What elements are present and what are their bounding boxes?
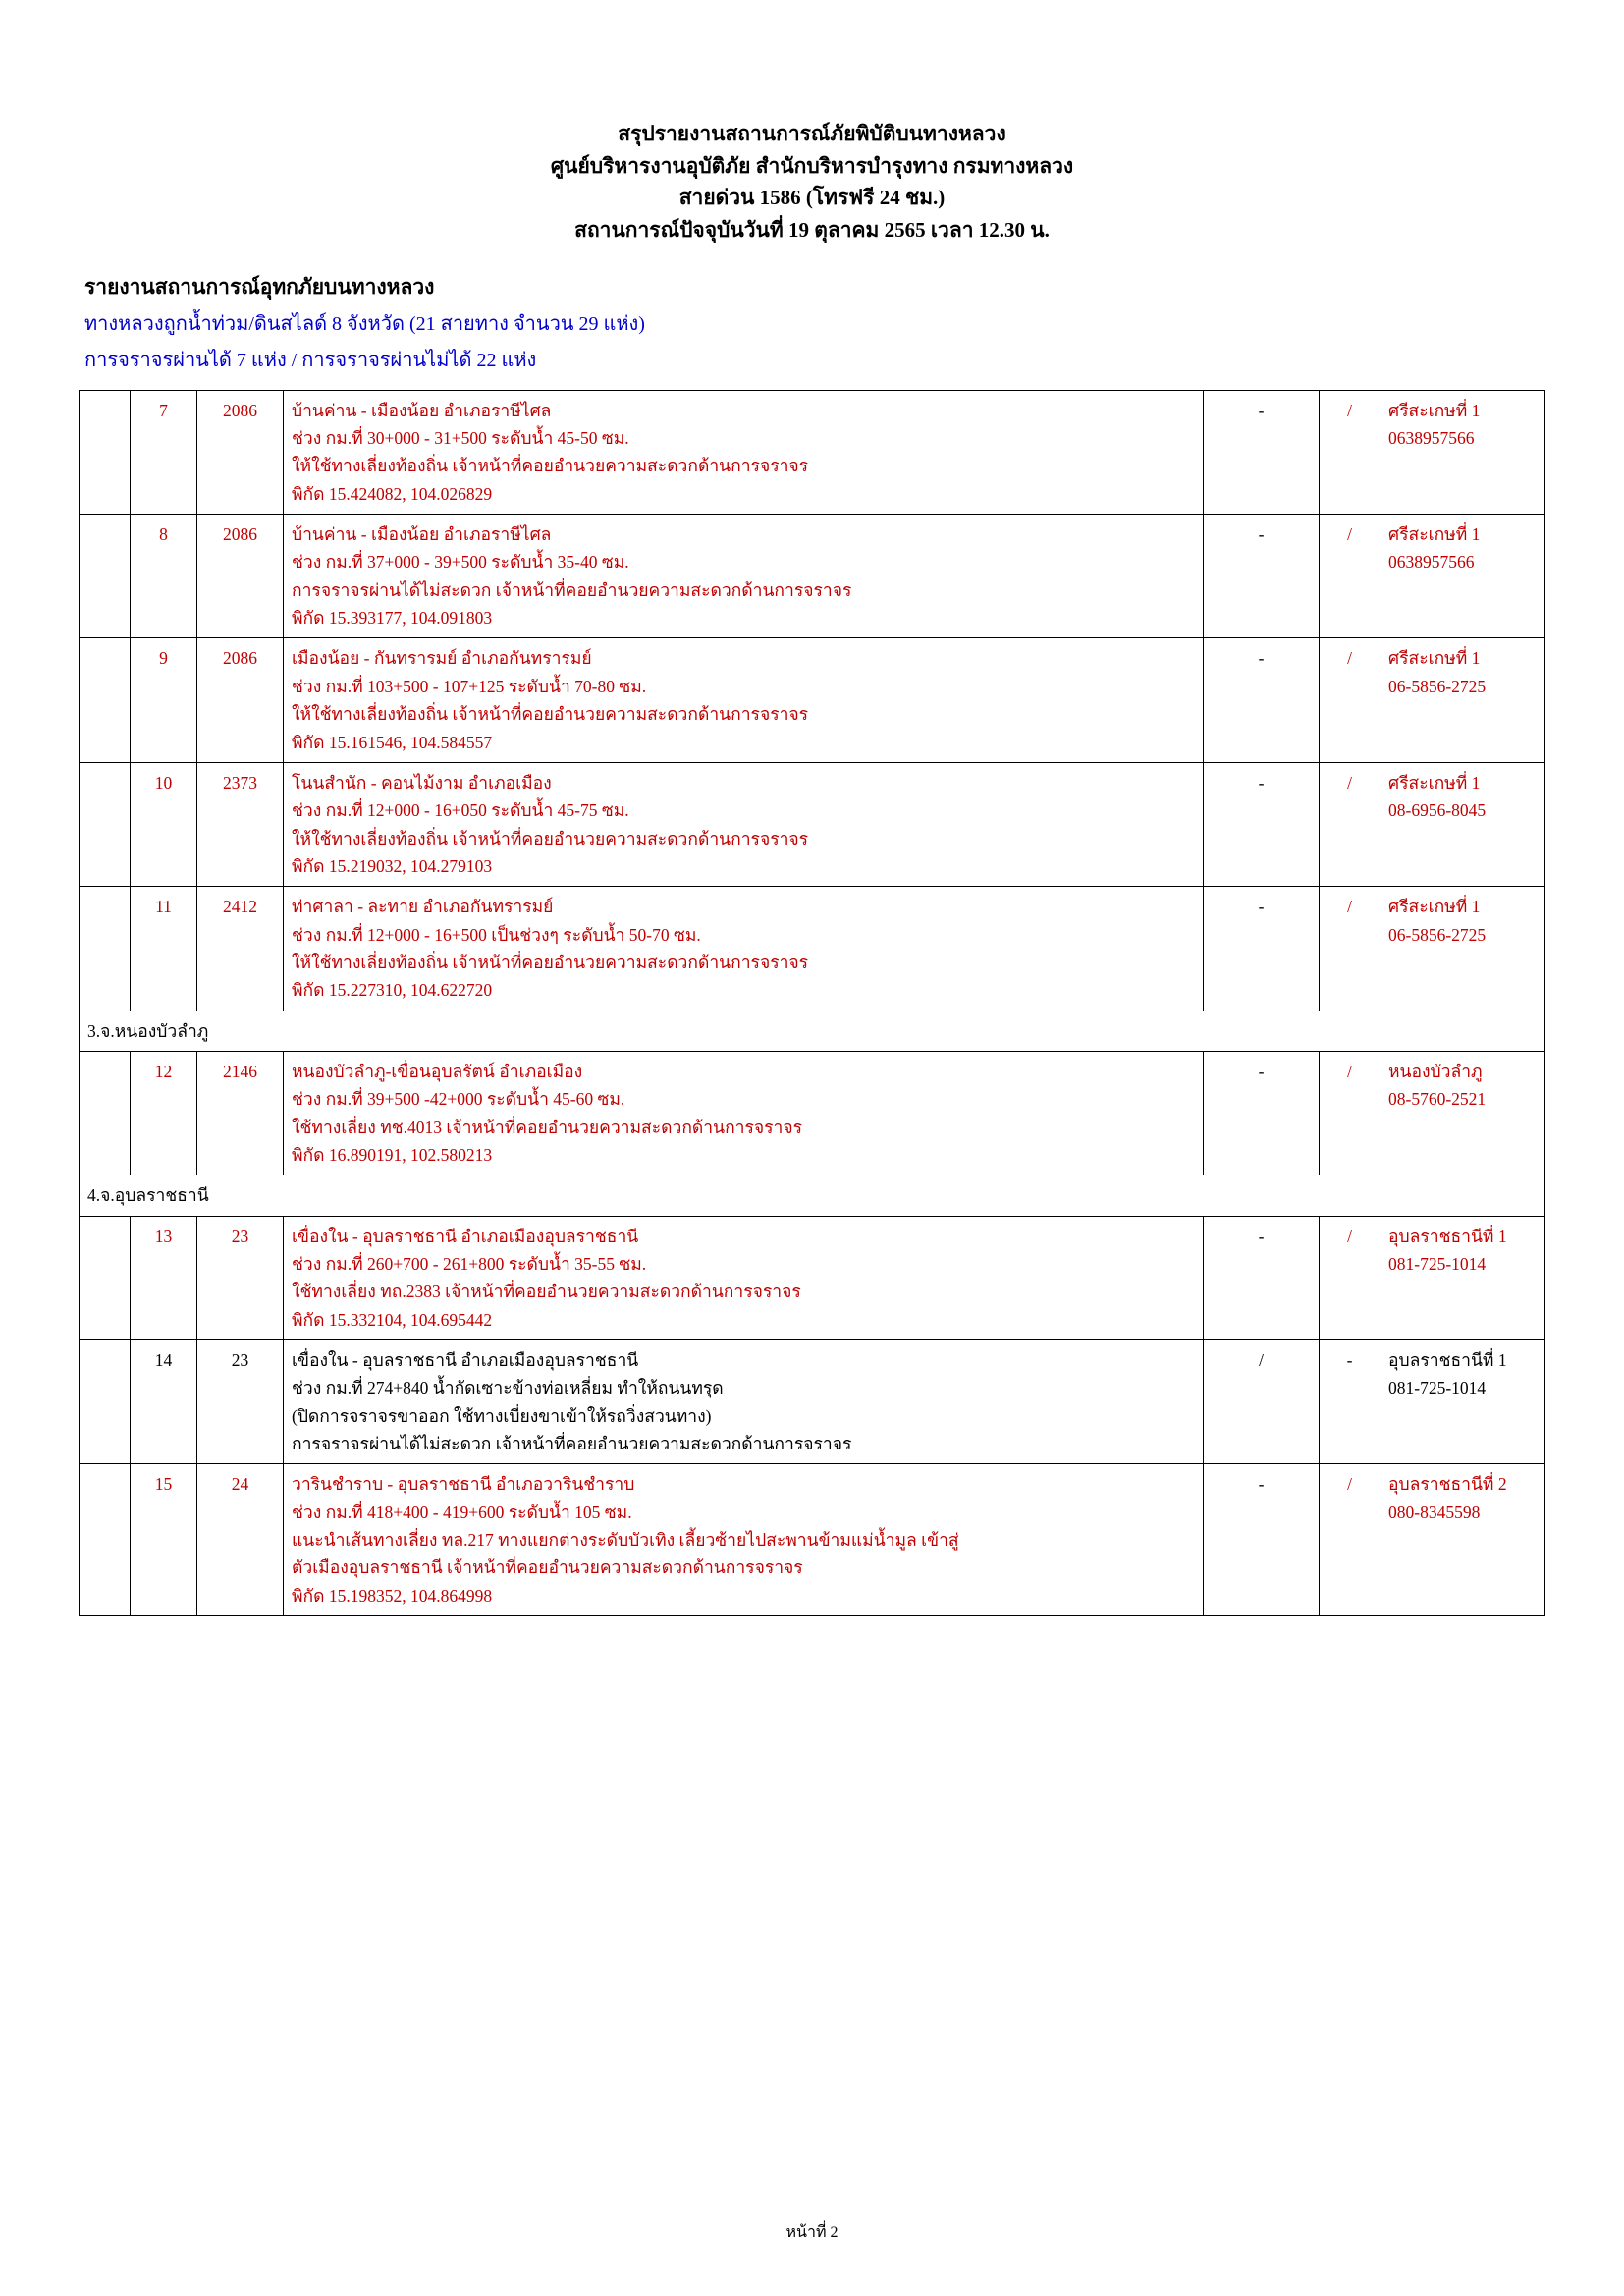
table-row xyxy=(80,887,1545,1011)
detail-line: ให้ใช้ทางเลี่ยงท้องถิ่น เจ้าหน้าที่คอยอำนวยความสะดวกด้านการจราจร xyxy=(292,704,809,725)
cell-province xyxy=(80,1051,131,1175)
province-header-row xyxy=(80,1175,1545,1216)
cell-route-number: 23 xyxy=(197,1216,284,1339)
cell-number: 13 xyxy=(131,1216,197,1339)
contact-line: อุบลราชธานีที่ 1 xyxy=(1388,1350,1507,1371)
contact-line: 0638957566 xyxy=(1388,428,1475,449)
detail-line: พิกัด 16.890191, 102.580213 xyxy=(292,1144,493,1165)
cell-passable: - xyxy=(1204,1464,1320,1616)
cell-contact xyxy=(1380,1216,1545,1339)
report-traffic-summary: การจราจรผ่านได้ 7 แห่ง / การจราจรผ่านไม่ได้ 22 แห่ง xyxy=(84,349,537,371)
table-row xyxy=(80,1216,1545,1339)
table-row xyxy=(80,762,1545,886)
contact-line: ศรีสะเกษที่ 1 xyxy=(1388,897,1481,917)
cell-route-number: 2373 xyxy=(197,762,284,886)
table-row xyxy=(80,515,1545,638)
detail-line: พิกัด 15.227310, 104.622720 xyxy=(292,980,493,1001)
cell-not-passable: / xyxy=(1320,1051,1380,1175)
detail-line: ช่วง กม.ที่ 418+400 - 419+600 ระดับน้ำ 105 ซม. xyxy=(292,1502,632,1522)
cell-province xyxy=(80,1464,131,1616)
contact-line: อุบลราชธานีที่ 2 xyxy=(1388,1474,1507,1495)
cell-contact xyxy=(1380,1464,1545,1616)
cell-detail xyxy=(284,1340,1204,1464)
detail-line: เมืองน้อย - กันทรารมย์ อำเภอกันทรารมย์ xyxy=(292,648,592,669)
cell-contact xyxy=(1380,887,1545,1011)
cell-not-passable: / xyxy=(1320,515,1380,638)
contact-line: ศรีสะเกษที่ 1 xyxy=(1388,524,1481,545)
cell-number: 10 xyxy=(131,762,197,886)
cell-passable: - xyxy=(1204,390,1320,514)
cell-route-number: 23 xyxy=(197,1340,284,1464)
cell-passable: / xyxy=(1204,1340,1320,1464)
cell-contact xyxy=(1380,390,1545,514)
cell-detail xyxy=(284,887,1204,1011)
detail-line: พิกัด 15.424082, 104.026829 xyxy=(292,483,493,504)
contact-line: ศรีสะเกษที่ 1 xyxy=(1388,772,1481,793)
contact-line: 081-725-1014 xyxy=(1388,1378,1487,1398)
detail-line: ช่วง กม.ที่ 30+000 - 31+500 ระดับน้ำ 45-50 ซม. xyxy=(292,428,629,449)
cell-detail xyxy=(284,1051,1204,1175)
cell-number: 7 xyxy=(131,390,197,514)
contact-line: หนองบัวลำภู xyxy=(1388,1061,1483,1081)
province-header-row xyxy=(80,1011,1545,1051)
detail-line: แนะนำเส้นทางเลี่ยง ทล.217 ทางแยกต่างระดับบัวเทิง เลี้ยวซ้ายไปสะพานข้ามแม่น้ำมูล เข้าสู่ xyxy=(292,1530,959,1551)
cell-detail xyxy=(284,1464,1204,1616)
detail-line: การจราจรผ่านได้ไม่สะดวก เจ้าหน้าที่คอยอำนวยความสะดวกด้านการจราจร xyxy=(292,579,852,600)
cell-passable: - xyxy=(1204,515,1320,638)
cell-detail xyxy=(284,638,1204,762)
contact-line: 06-5856-2725 xyxy=(1388,924,1487,945)
cell-contact xyxy=(1380,762,1545,886)
cell-not-passable: / xyxy=(1320,762,1380,886)
detail-line: พิกัด 15.198352, 104.864998 xyxy=(292,1585,493,1606)
contact-line: 08-5760-2521 xyxy=(1388,1089,1487,1110)
detail-line: ท่าศาลา - ละทาย อำเภอกันทรารมย์ xyxy=(292,897,554,917)
detail-line: (ปิดการจราจรขาออก ใช้ทางเบี่ยงขาเข้าให้รถวิ่งสวนทาง) xyxy=(292,1405,712,1426)
table-row xyxy=(80,638,1545,762)
detail-line: ช่วง กม.ที่ 274+840 น้ำกัดเซาะข้างท่อเหลี่ยม ทำให้ถนนทรุด xyxy=(292,1378,724,1398)
cell-province xyxy=(80,887,131,1011)
detail-line: ใช้ทางเลี่ยง ทช.4013 เจ้าหน้าที่คอยอำนวยความสะดวกด้านการจราจร xyxy=(292,1117,803,1137)
contact-line: ศรีสะเกษที่ 1 xyxy=(1388,400,1481,420)
detail-line: ช่วง กม.ที่ 39+500 -42+000 ระดับน้ำ 45-60 ซม. xyxy=(292,1089,625,1110)
header-line-2: ศูนย์บริหารงานอุบัติภัย สำนักบริหารบำรุงทาง กรมทางหลวง xyxy=(550,153,1074,178)
cell-passable: - xyxy=(1204,1216,1320,1339)
cell-route-number: 2412 xyxy=(197,887,284,1011)
cell-detail xyxy=(284,390,1204,514)
cell-detail xyxy=(284,515,1204,638)
contact-line: ศรีสะเกษที่ 1 xyxy=(1388,648,1481,669)
cell-number: 9 xyxy=(131,638,197,762)
cell-route-number: 2086 xyxy=(197,515,284,638)
detail-line: ช่วง กม.ที่ 12+000 - 16+500 เป็นช่วงๆ ระดับน้ำ 50-70 ซม. xyxy=(292,924,701,945)
cell-contact xyxy=(1380,1340,1545,1464)
detail-line: ช่วง กม.ที่ 37+000 - 39+500 ระดับน้ำ 35-40 ซม. xyxy=(292,552,629,573)
cell-not-passable: / xyxy=(1320,638,1380,762)
detail-line: พิกัด 15.161546, 104.584557 xyxy=(292,732,493,752)
detail-line: ให้ใช้ทางเลี่ยงท้องถิ่น เจ้าหน้าที่คอยอำนวยความสะดวกด้านการจราจร xyxy=(292,952,809,972)
detail-line: หนองบัวลำภู-เขื่อนอุบลรัตน์ อำเภอเมือง xyxy=(292,1061,583,1081)
cell-province xyxy=(80,1216,131,1339)
cell-passable: - xyxy=(1204,762,1320,886)
contact-line: 0638957566 xyxy=(1388,552,1475,573)
detail-line: วารินชำราบ - อุบลราชธานี อำเภอวารินชำราบ xyxy=(292,1474,635,1495)
page-footer: หน้าที่ 2 xyxy=(785,2224,839,2241)
table-row xyxy=(80,1340,1545,1464)
detail-line: การจราจรผ่านได้ไม่สะดวก เจ้าหน้าที่คอยอำนวยความสะดวกด้านการจราจร xyxy=(292,1434,852,1454)
province-label: 4.จ.อุบลราชธานี xyxy=(80,1175,1545,1216)
detail-line: พิกัด 15.219032, 104.279103 xyxy=(292,855,493,876)
cell-contact xyxy=(1380,1051,1545,1175)
detail-line: เขื่องใน - อุบลราชธานี อำเภอเมืองอุบลราชธานี xyxy=(292,1226,639,1246)
contact-line: 06-5856-2725 xyxy=(1388,676,1487,696)
contact-line: 080-8345598 xyxy=(1388,1502,1481,1522)
cell-passable: - xyxy=(1204,638,1320,762)
detail-line: บ้านค่าน - เมืองน้อย อำเภอราษีไศล xyxy=(292,400,552,420)
document-header xyxy=(79,118,1545,246)
cell-contact xyxy=(1380,515,1545,638)
cell-contact xyxy=(1380,638,1545,762)
cell-route-number: 2086 xyxy=(197,638,284,762)
detail-line: พิกัด 15.332104, 104.695442 xyxy=(292,1309,493,1330)
cell-number: 15 xyxy=(131,1464,197,1616)
detail-line: โนนสำนัก - คอนไม้งาม อำเภอเมือง xyxy=(292,772,552,793)
cell-passable: - xyxy=(1204,887,1320,1011)
detail-line: ช่วง กม.ที่ 12+000 - 16+050 ระดับน้ำ 45-75 ซม. xyxy=(292,800,629,821)
detail-line: เขื่องใน - อุบลราชธานี อำเภอเมืองอุบลราชธานี xyxy=(292,1350,639,1371)
cell-route-number: 2146 xyxy=(197,1051,284,1175)
cell-not-passable: / xyxy=(1320,390,1380,514)
report-subheader xyxy=(79,271,1545,376)
table-row xyxy=(80,1464,1545,1616)
cell-number: 14 xyxy=(131,1340,197,1464)
table-row xyxy=(80,1051,1545,1175)
cell-not-passable: - xyxy=(1320,1340,1380,1464)
detail-line: ให้ใช้ทางเลี่ยงท้องถิ่น เจ้าหน้าที่คอยอำนวยความสะดวกด้านการจราจร xyxy=(292,456,809,476)
cell-route-number: 24 xyxy=(197,1464,284,1616)
cell-province xyxy=(80,638,131,762)
cell-detail xyxy=(284,762,1204,886)
cell-detail xyxy=(284,1216,1204,1339)
province-label: 3.จ.หนองบัวลำภู xyxy=(80,1011,1545,1051)
cell-passable: - xyxy=(1204,1051,1320,1175)
cell-province xyxy=(80,390,131,514)
cell-not-passable: / xyxy=(1320,887,1380,1011)
detail-line: พิกัด 15.393177, 104.091803 xyxy=(292,608,493,629)
detail-line: บ้านค่าน - เมืองน้อย อำเภอราษีไศล xyxy=(292,524,552,545)
detail-line: ใช้ทางเลี่ยง ทถ.2383 เจ้าหน้าที่คอยอำนวยความสะดวกด้านการจราจร xyxy=(292,1282,801,1302)
cell-province xyxy=(80,762,131,886)
report-title: รายงานสถานการณ์อุทกภัยบนทางหลวง xyxy=(84,275,435,300)
flood-report-table xyxy=(79,390,1545,1616)
cell-not-passable: / xyxy=(1320,1464,1380,1616)
cell-province xyxy=(80,515,131,638)
table-row xyxy=(80,390,1545,514)
header-line-1: สรุปรายงานสถานการณ์ภัยพิบัติบนทางหลวง xyxy=(618,122,1006,145)
header-hotline: สายด่วน 1586 (โทรฟรี 24 ชม.) xyxy=(678,186,946,210)
contact-line: 08-6956-8045 xyxy=(1388,800,1487,821)
header-datetime: สถานการณ์ปัจจุบันวันที่ 19 ตุลาคม 2565 เวลา 12.30 น. xyxy=(574,217,1050,242)
detail-line: ช่วง กม.ที่ 260+700 - 261+800 ระดับน้ำ 35-55 ซม. xyxy=(292,1254,647,1275)
report-summary: ทางหลวงถูกน้ำท่วม/ดินสไลด์ 8 จังหวัด (21 สายทาง จำนวน 29 แห่ง) xyxy=(84,312,645,335)
detail-line: ตัวเมืองอุบลราชธานี เจ้าหน้าที่คอยอำนวยความสะดวกด้านการจราจร xyxy=(292,1558,803,1578)
detail-line: ให้ใช้ทางเลี่ยงท้องถิ่น เจ้าหน้าที่คอยอำนวยความสะดวกด้านการจราจร xyxy=(292,828,809,848)
cell-route-number: 2086 xyxy=(197,390,284,514)
cell-number: 12 xyxy=(131,1051,197,1175)
cell-province xyxy=(80,1340,131,1464)
cell-number: 8 xyxy=(131,515,197,638)
cell-not-passable: / xyxy=(1320,1216,1380,1339)
cell-number: 11 xyxy=(131,887,197,1011)
table-body xyxy=(80,390,1545,1615)
detail-line: ช่วง กม.ที่ 103+500 - 107+125 ระดับน้ำ 70-80 ซม. xyxy=(292,676,647,696)
contact-line: 081-725-1014 xyxy=(1388,1254,1487,1275)
contact-line: อุบลราชธานีที่ 1 xyxy=(1388,1226,1507,1246)
